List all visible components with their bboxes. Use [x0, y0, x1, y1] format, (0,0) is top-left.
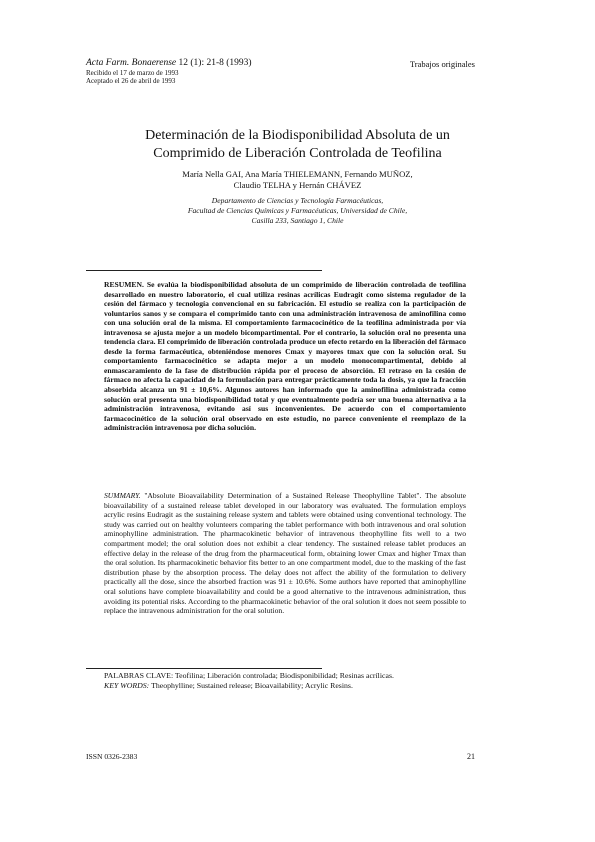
section-label: Trabajos originales	[409, 59, 475, 69]
journal-citation	[86, 58, 252, 68]
paper-title	[0, 127, 595, 163]
keywords-block	[104, 671, 484, 691]
summary-lead: SUMMARY.	[104, 491, 141, 500]
summary-body: "Absolute Bioavailability Determination of a Sustained Release Theophylline Tablet". The absolute bioavailability of a sustained release tablet developed in our laboratory was evaluated. The formulation employs acrylic resins Eudragit as the sustaining release system and tablets were obtained using conventional technology. The study was carried out on healthy volunteers comparing the tablet performance with both intravenous and oral solution aminophylline administration. The pharmacokinetic behavior of intravenous theophylline fits well to a two compartment model; the oral solution does not exhibit a clear tendency. The sustained release tablet produces an effective delay in the release of the drug from the pharmaceutical form, obtaining lower Cmax and higher Tmax than the oral solution. Its pharmacokinetic behavior fits better to an one compartment model, due to the masking of the fast distribution phase by the absorption process. The delay does not affect the ability of the formulation to delivery practically all the dose, since the absorbed fraction was 91 ± 10.6%. Some authors have reported that aminophylline oral solutions have complete bioavailability and could be a good alternative to the intravenous administration, thus avoiding its potential risks. According to the pharmacokinetic behavior of the oral solution it does not seem possible to replace the intravenous administration for the oral solution.	[104, 491, 466, 616]
journal-name: Acta Farm. Bonaerense	[86, 58, 177, 68]
affiliation-line-2: Facultad de Ciencias Químicas y Farmacéuticas, Universidad de Chile,	[187, 205, 408, 215]
resumen-paragraph: RESUMEN. Se evalúa la biodisponibilidad absoluta de un comprimido de liberación controlada de teofilina desarrollado en nuestro laboratorio, el cual utiliza resinas acrílicas Eudragit como sistema regulador de la cesión del fármaco y tecnología convencional en su fabricación. El estudio se realiza con la participación de voluntarios sanos y se compara el comprimido tanto con una administración intravenosa de aminofilina como con una solución oral de la misma. El comportamiento farmacocinético de la teofilina administrada por vía intravenosa se ajusta mejor a un modelo bicompartimental. Por el contrario, la solución oral no presenta una tendencia clara. El comprimido de liberación controlada produce un efecto retardo en la liberación del fármaco desde la forma farmacéutica, obteniéndose menores Cmax y mayores tmax que con la solución oral. Su comportamiento farmacocinético se adapta mejor a un modelo monocompartimental, debido al enmascaramiento de la fase de distribución rápida por el proceso de absorción. El retraso en la cesión de fármaco no afecta la capacidad de la formulación para entregar prácticamente toda la dosis, ya que la fracción absorbida alcanza un 91 ± 10,6%. Algunos autores han informado que la aminofilina administrada como solución oral presenta una biodisponibilidad total y que eventualmente podría ser una buena alternativa a la administración intravenosa, evitando así sus inconvenientes. De acuerdo con el comportamiento farmacocinético de la solución oral observado en este estudio, no parece conveniente el reemplazo de la administración intravenosa por dicha solución.	[104, 280, 466, 433]
received-date: Recibido el 17 de marzo de 1993	[86, 69, 179, 77]
abstract-top-rule	[86, 270, 322, 271]
page-number: 21	[467, 752, 475, 761]
keywords-en-line	[104, 681, 484, 691]
keywords-es: PALABRAS CLAVE: Teofilina; Liberación controlada; Biodisponibilidad; Resinas acrílicas.	[104, 671, 394, 680]
issn: ISSN 0326-2383	[86, 752, 138, 761]
affiliation-line-3: Casilla 233, Santiago 1, Chile	[251, 215, 344, 225]
title-line-1: Determinación de la Biodisponibilidad Absoluta de un	[145, 128, 450, 143]
submission-dates	[86, 69, 179, 86]
authors-line-2: Claudio TELHA y Hernán CHÁVEZ	[233, 180, 362, 191]
keywords-en: Theophylline; Sustained release; Bioavailability; Acrylic Resins.	[151, 681, 353, 690]
title-line-2: Comprimido de Liberación Controlada de Teofilina	[153, 146, 442, 161]
abstract-bottom-rule	[86, 668, 322, 669]
journal-volume: 12 (1): 21-8 (1993)	[178, 58, 252, 68]
author-list	[0, 169, 595, 191]
keywords-en-label: KEY WORDS:	[104, 681, 150, 690]
affiliation	[0, 196, 595, 225]
affiliation-line-1: Departamento de Ciencias y Tecnología Farmacéuticas,	[211, 196, 384, 205]
accepted-date: Aceptado el 26 de abril de 1993	[86, 77, 176, 86]
authors-line-1: María Nella GAI, Ana María THIELEMANN, Fernando MUÑOZ,	[182, 169, 413, 179]
summary-paragraph	[104, 491, 466, 616]
